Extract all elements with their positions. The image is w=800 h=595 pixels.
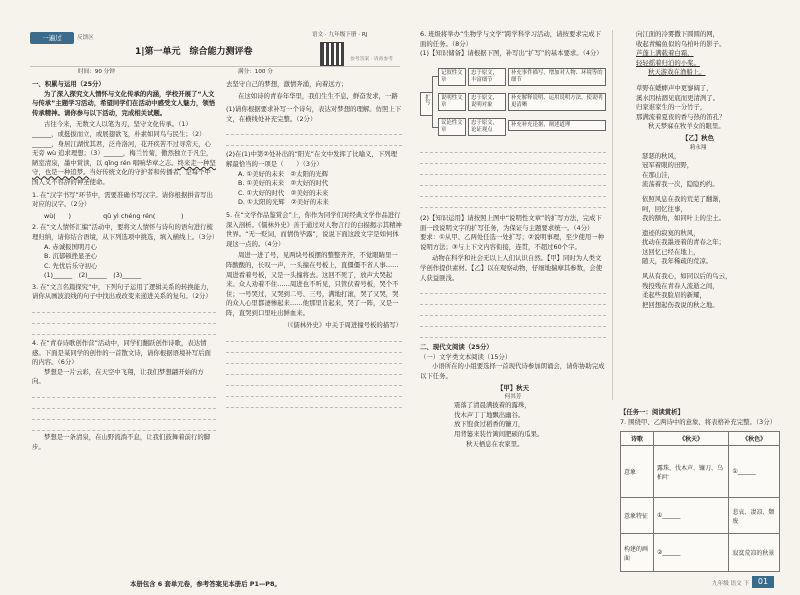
tree-l3-0: 补充事件描写，增加对人物、环境等的细节 (508, 68, 606, 86)
page-number: 01 (752, 576, 774, 588)
poem-line-1: 梦想是一片云彩，在天空中飞翔，让我们梦想翩开始的方向。 (32, 367, 204, 386)
poem-line: 伐木声丁丁地飘出幽谷。 (454, 410, 525, 419)
answer-line[interactable] (420, 153, 606, 164)
answer-line[interactable] (226, 353, 402, 364)
table-cell: 悲哀、凄凉、颓废 (729, 498, 780, 534)
answer-line[interactable] (420, 327, 606, 338)
time-label: 时间：90 分钟 (78, 69, 115, 75)
answer-line[interactable] (226, 135, 402, 146)
tree-root: 扩写 (420, 92, 433, 116)
column-divider (612, 30, 613, 400)
answer-line[interactable] (32, 409, 216, 420)
poem-line: 遗迹的寂寞的秋风， (642, 228, 700, 237)
answer-line[interactable] (226, 397, 402, 408)
poem-line: 把回想起伤我说的秋之地。 (642, 300, 719, 309)
poem-line: 扰动在我墨迹着的青春之年； (642, 238, 726, 247)
poem-line: 溪水因枯涸见底而更清洌了。 (636, 93, 720, 102)
tree-l1-1: 说明性文章 (438, 93, 466, 111)
answer-blanks[interactable]: (1)______ (2)______ (3)______ (44, 271, 142, 280)
answer-line[interactable] (32, 398, 216, 409)
pinyin-2[interactable]: qǔ yì chéng rén( ) (103, 211, 184, 220)
poem-line: 秋天栖息在农家里。 (466, 439, 524, 448)
question-5-excerpt: 周进一进了号，见两块号板摆的整整齐齐，不觉眼睛里一阵酸酸的，长叹一声，一头撞在号板上，直僵僵不省人事……周进看着号板，又是一头撞将去。这回不死了，放声大哭起来。众人劝着不住……周进也不听见，只管伏着号板，哭个不住；一号哭过，又哭到二号、三号，满地打滚，哭了又哭，哭的众人心里都凄惨起来……他那里肯起来，哭了一阵，又是一阵，直哭到口里吐出鲜血来。 (226, 251, 399, 317)
question-7: 7. 围绕甲、乙两诗中的意象、将表格补充完整。（3分） (620, 417, 776, 426)
answer-line[interactable] (420, 197, 606, 208)
pinyin-row (44, 212, 216, 222)
answer-line[interactable] (226, 375, 402, 386)
footer-note: 本册包含 6 套单元卷，参考答案见本册后 P1—P8。 (130, 580, 281, 588)
question-5-source: （《儒林外史》中关于周进撞号板的描写） (283, 321, 402, 330)
answer-line[interactable] (226, 364, 402, 375)
unit-title: 1|第一单元 综合能力测评卷 (135, 47, 253, 57)
passage-1-tail: 当好传统文化的守护者和传播者，是每个中国人义不容辞的神圣使命。 (32, 168, 211, 186)
column-4 (618, 30, 778, 310)
answer-line[interactable] (420, 164, 606, 175)
question-5: 5. 在“文学作品鉴赏会”上，你作为同学们对经典文学作品进行深入剖析。《儒林外史》善于通过对人物言行的白描揭示其精神世界。“无一贬词，而情伪毕露”，说说下面这段文字是如何体现这一点的。（4分） (226, 210, 402, 248)
qr-caption: 参考答案 · 请备参考 (350, 57, 393, 62)
question-4: 4. 在“青春诗歌创作营”活动中，同学们翻跃创作诗歌，表达情感。下面是某同学的创作的一首散文诗，请你根据语境补写后面的内容。（6分） (32, 339, 211, 367)
tree-l3-2: 补充补充论据，阐述道理 (508, 120, 606, 131)
table-cell: 意象 (621, 446, 654, 498)
tree-l2-1: 忠于原文，说明对象 (468, 93, 506, 111)
answer-line[interactable] (420, 305, 606, 316)
subsection-1-intro: 小语所在的小组要选择一首现代诗参加朗诵会，请你协助完成以下任务。 (420, 362, 605, 380)
imagery-table (620, 431, 780, 572)
table-cell: 寂寞荒凉的秋景 (729, 534, 780, 572)
poem-line: 残投残在青春人流逝之间， (642, 281, 719, 290)
passage-1-wavy: 终来走一种坚守，也是一种追梦。 (32, 158, 216, 177)
answer-line[interactable] (226, 386, 402, 397)
poem-line: 收起青鳊鱼似的乌柏叶的影子。 (636, 39, 726, 48)
expansion-diagram (420, 68, 606, 138)
poem-b-author: 莉永翔 (689, 144, 707, 151)
table-row (621, 498, 780, 534)
logo-tag: 一遍过 (30, 32, 74, 44)
answer-line[interactable] (32, 302, 216, 313)
column-3-lower (420, 142, 606, 449)
poem-line: 轻轻摇着归泊的小桨。 (636, 58, 700, 67)
answer-line[interactable] (420, 175, 606, 186)
poem-line: 流荡着我一次，隐隐约约。 (642, 180, 719, 189)
question-6-2: (2)【知识运用】请按照上图中“说明性文章”的扩写方法，完成下面一段说明文字的扩写任务，为保证与主题要求统一。（4分） (420, 214, 602, 232)
poem-line: 芦蓬上满载着白霜， (636, 49, 694, 58)
table-row (621, 534, 780, 572)
tree-l1-0: 记叙性文章 (438, 68, 466, 86)
pinyin-1[interactable]: wù( ) (44, 211, 72, 220)
choice-b[interactable]: B. ①美好的未来 ②大好的时代 (238, 179, 329, 188)
poem-line: 瑟瑟的秋风， (642, 151, 681, 160)
mid-passage-1: 在这如诗的青春年华里，我们生生不息，鲜奋发求，一路 (238, 91, 398, 100)
choice-d[interactable]: D. ①太阳的光辉 ②美好的未来 (238, 198, 329, 207)
poem-line: 震落了清晨满披着的露珠， (454, 401, 531, 410)
poem-line: 在那山洼， (642, 170, 674, 179)
poem-a-title: 【甲】秋天 (497, 383, 529, 392)
score-label: 满分：100 分 (238, 69, 273, 75)
poem-line: 用背篓来装竹篱间肥硕的瓜果。 (454, 429, 544, 438)
option-a: A. 赤诚报国明月心 (44, 242, 98, 251)
option-b: B. 沉郁顿挫显圣心 (44, 252, 98, 261)
question-6: 6. 班级将举办“生物学与文学”跨学科学习活动，请按要求完成下面的任务。（8分） (420, 30, 601, 48)
poem-a-author: 何其芳 (504, 394, 522, 401)
poem-a-body (420, 401, 606, 449)
table-header-cell: 《秋色》 (729, 432, 780, 446)
poem-line: 向江面的冷雾撒下圆圆的网， (636, 30, 720, 38)
poem-line: 秋天梦寐在牧羊女的眼里。 (648, 122, 725, 131)
poem-line: 冠军着眼的田野， (642, 161, 694, 170)
table-answer-cell[interactable]: ①______ (654, 498, 729, 534)
question-6-2-text: 动物在科学和社会无以上人们认识自然。【甲】同时为人类文学创作提供素材。【乙】以在观察动物，仔细地揣摩其参数，会使人获益匪浅。 (420, 254, 603, 282)
tree-l2-2: 忠于原文，论证观点 (468, 118, 506, 136)
answer-line[interactable] (32, 387, 216, 398)
poem-line: 柔起些我脸眉的新耀， (642, 291, 706, 300)
table-header-row (621, 432, 780, 446)
answer-line[interactable] (420, 283, 606, 294)
table-answer-cell[interactable]: ①______ (729, 446, 780, 498)
subject-label: 语文 · 九年级下册 · RJ (312, 32, 368, 38)
section-2-title: 二、现代文阅读（25分） (420, 343, 493, 352)
answer-line[interactable] (226, 124, 402, 135)
passage-1 (32, 120, 216, 187)
poem-line: 随天，我年稀疏的荒凉。 (642, 257, 713, 266)
qr-code[interactable] (320, 42, 344, 66)
answer-line[interactable] (420, 142, 606, 153)
poem-line: 风从有我心，如同以后的鸟云， (642, 272, 732, 281)
answer-line[interactable] (226, 331, 402, 342)
table-cell: 构建的画面 (621, 534, 654, 572)
section-1-intro: 为了深入探究文人情怀与文化传承的内涵，学校开展了“人文与传承”主题学习活动，希望同学们在活动中感受文人魅力，领悟传承精神。请你参与以下活动，完成相关试题。 (32, 89, 216, 117)
mid-passage-2: 去坚守自己的梦想，激情奔涌，向着远方； (226, 80, 348, 88)
table-cell: 意象特征 (621, 498, 654, 534)
option-c: C. 先忧后乐守初心 (44, 261, 98, 270)
question-1: 1. 在“汉字书写”环节中，需要准确书写汉字。请你根据拼音写出对应的汉字。（2分） (32, 190, 213, 209)
choice-a[interactable]: A. ①美好的未来 ②太阳的光辉 (238, 169, 329, 178)
poem-line: 秋天游戏在渔船上。 (648, 68, 706, 77)
table-cell: 露珠、伐木声、镰刀、乌桕叶 (654, 446, 729, 498)
column-3 (420, 30, 606, 59)
answer-line[interactable] (32, 324, 216, 335)
passage-1-text: 古往今来，无数文人以笔为刃，坚守文化传承。（1）______，或挺拔而立，或展翅欲飞，朴素如同鸟与民生；（2）______，身居江湖忧其君，泛舟洛河，花开疾苦不过寻常天，心无旁 wù 追求理想；（3）______，梅兰竹菊，傲然独立于凡尘，陋室清泉，墨中赏读，以 qǐng rén 唱响华章之志。 (32, 120, 213, 167)
header-divider (30, 66, 400, 67)
question-6-1: (1)【知识储备】请根据下图，补写出“扩写”的基本要求。（4分） (420, 49, 603, 58)
poem-line: 放下饱食过稻香的镰刀， (454, 420, 525, 429)
tree-l1-2: 议论性文章 (438, 118, 466, 136)
poem-line: 这回忆已经在地上， (642, 247, 700, 256)
poem-line: 归家谁家生的一分竹子， (636, 103, 707, 112)
answer-line[interactable] (32, 420, 216, 431)
column-1 (32, 80, 219, 452)
column-2 (226, 80, 402, 408)
choice-c[interactable]: C. ①大好的时代 ②美好的未来 (238, 188, 329, 197)
task-section (620, 408, 782, 427)
poem-line-2: 梦想是一条清泉，在山野流淌不息，让我们鼓舞着前行的脚步。 (32, 433, 211, 451)
table-row (621, 446, 780, 498)
answer-line[interactable] (226, 342, 402, 353)
answer-line[interactable] (420, 186, 606, 197)
poem-b-body (618, 152, 778, 311)
subsection-1-title: （一）文学类文本阅读（15分） (420, 352, 512, 361)
question-4-2: (2)在(1)中第②处补出的“阳光”在文中发挥了比喻义，下列理解最恰当的一项是（ ）（3分） (226, 150, 398, 168)
question-6-2-requirements: 要求：①从甲、乙两处任选一处扩写；②说明事理，至少使用一种说明方法；③与上下文内容衔接，连贯，不超过60个字。 (420, 233, 605, 251)
tree-l3-1: 补充解释说明、运用说明方法，使说明更清晰 (508, 93, 606, 111)
answer-line[interactable] (420, 294, 606, 305)
table-header-cell: 《秋天》 (654, 432, 729, 446)
question-3: 3. 在“文言名篇探究”中，下列句子运用了逻辑关系的转换能力，请你从画波浪线的句子中找出或改变来递进关系的复句。（2分） (32, 282, 213, 301)
poem-b-title: 【乙】秋色 (682, 133, 714, 142)
answer-line[interactable] (32, 313, 216, 324)
poem-line: 依照风息在我的荒芜了翻渐， (642, 194, 726, 203)
zone-label: 反馈区 (77, 35, 94, 41)
question-4-1: (1)请你根据要求补写一个诗句，表达对梦想的理解。仿照上下文，在横线处补充完整。（2分） (226, 105, 402, 123)
poem-line: 那满流着夏夜的香与热的笛孔？ (636, 112, 726, 121)
section-1-title: 一、积累与运用（25分） (32, 80, 105, 88)
table-header-cell: 诗歌 (621, 432, 654, 446)
task-1-title: 【任务一：阅读赏析】 (620, 408, 684, 416)
tree-l2-0: 忠于原文，丰富细节 (468, 68, 506, 86)
poem-line: 草野在蟋蟀声中更寥阔了， (636, 83, 713, 92)
footer-right-label: 九年级 语文 下 (712, 581, 750, 587)
answer-line[interactable] (420, 316, 606, 327)
question-2: 2. 在“文人情怀汇编”活动中，要将文人情怀与诗句的语句进行梳理归纳，请你结合语境，从下列选项中挑选，填入横线上。（3分） (32, 223, 219, 241)
poem-line: 呵，回忆往事， (642, 204, 687, 213)
poem-line: 我的额角，如同叶上的尘土。 (642, 214, 726, 223)
table-answer-cell[interactable]: ②______ (654, 534, 729, 572)
